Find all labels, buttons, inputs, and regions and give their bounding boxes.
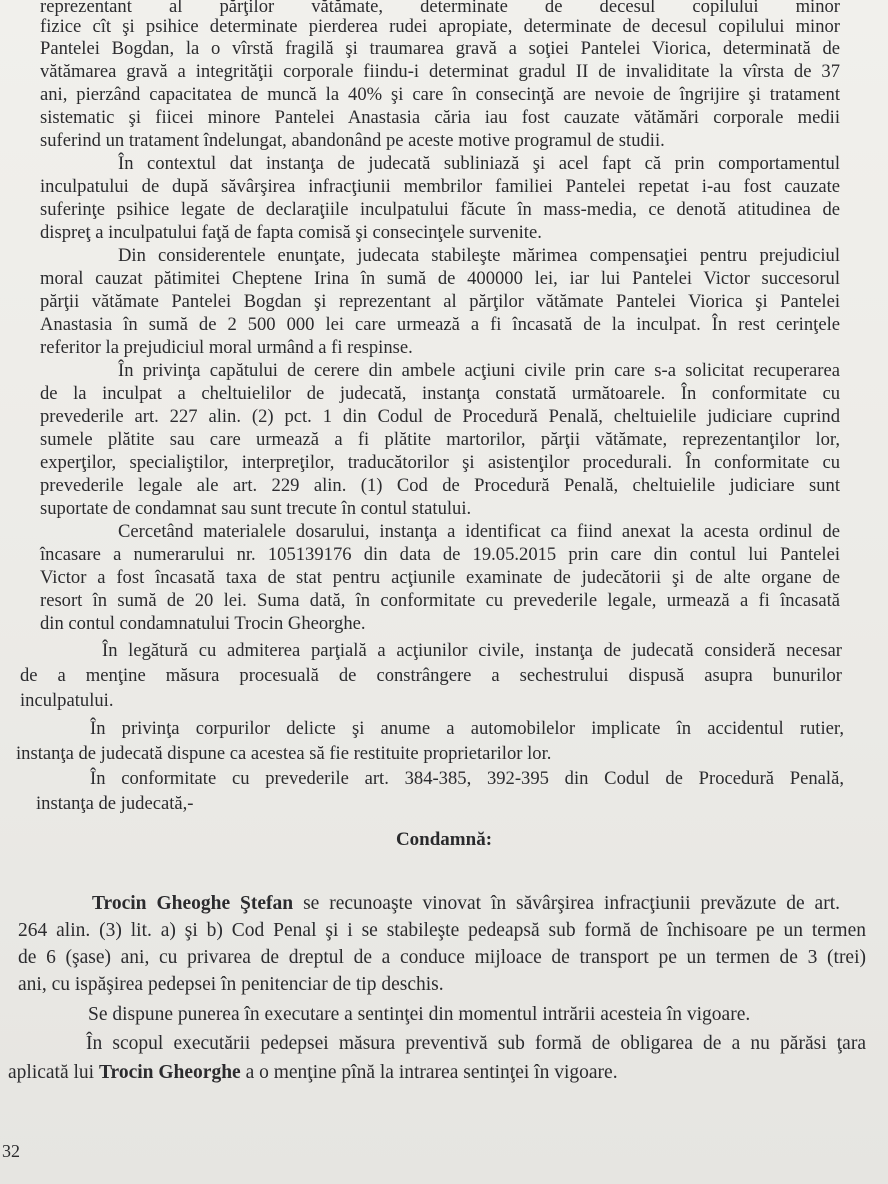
text-line: experţilor, specialiştilor, interpreţilor, traducătorilor şi asistenţilor procedurali. În conformitate cu — [40, 452, 840, 473]
text-line: fizice cît şi psihice determinate pierderea rudei apropiate, determinate de decesul copilului minor — [40, 16, 840, 37]
defendant-name: Trocin Gheoghe Ştefan — [92, 893, 294, 914]
page-number: 32 — [2, 1141, 20, 1161]
text-line: ani, pierzând capacitatea de muncă la 40% şi care în consecinţă are nevoie de îngrijire şi tratament — [40, 84, 840, 105]
verdict-heading: Condamnă: — [395, 829, 493, 850]
text-line: vătămarea gravă a integrităţii corporale fiindu-i determinat gradul II de invaliditate la vîrsta de 37 — [40, 61, 840, 82]
defendant-name: Trocin Gheorghe — [98, 1062, 241, 1083]
verdict-text: se recunoaşte vinovat în săvârşirea infracţiunii prevăzute de art. — [293, 893, 840, 914]
text-line: În legătură cu admiterea parţială a acţiunilor civile, instanţa de judecată consideră necesar — [102, 640, 842, 661]
text-line: Cercetând materialele dosarului, instanţa a identificat ca fiind anexat la acesta ordinul de — [118, 521, 840, 542]
text-line: Victor a fost încasată taxa de stat pentru acţiunile examinate de judecătorii şi de alte organe de — [40, 567, 840, 588]
text-line: sistematic şi fiicei minore Pantelei Anastasia căria iau fost cauzate vătămări corporale medii — [40, 107, 840, 128]
text-line: de la inculpat a cheltuielilor de judecată, instanţa constată următoarele. În conformitate cu — [40, 383, 840, 404]
text-line: sumele plătite sau care urmează a fi plătite martorilor, părţii vătămate, reprezentanţilor lor, — [40, 429, 840, 450]
verdict-line — [18, 947, 866, 969]
verdict-text: Se dispune punerea în executare a sentinţei din momentul intrării acesteia în vigoare. — [88, 1004, 751, 1025]
text-line: În contextul dat instanţa de judecată subliniază şi acel fapt că prin comportamentul — [118, 153, 840, 174]
verdict-line — [86, 1033, 866, 1055]
text-line: Pantelei Bogdan, la o vîrstă fragilă şi traumarea gravă a soţiei Pantelei Viorica, determinată de — [40, 38, 840, 59]
text-line: dispreţ a inculpatului faţă de fapta comisă şi consecinţele survenite. — [40, 222, 542, 243]
text-line: de a menţine măsura procesuală de constrângere a sechestrului dispusă asupra bunurilor — [20, 665, 842, 686]
text-line: resort în sumă de 20 lei. Suma dată, în conformitate cu prevederile legale, urmează a fi încasată — [40, 590, 840, 611]
text-line: părţii vătămate Pantelei Bogdan şi reprezentant al părţilor vătămate Pantelei Viorica şi Pantelei — [40, 291, 840, 312]
text-line: În privinţa capătului de cerere din ambele acţiuni civile prin care s-a solicitat recuperarea — [118, 360, 840, 381]
verdict-line — [92, 893, 840, 915]
text-line: Anastasia în sumă de 2 500 000 lei care urmează a fi încasată de la inculpat. În rest cerinţele — [40, 314, 840, 335]
text-line: instanţa de judecată dispune ca acestea să fie restituite proprietarilor lor. — [16, 743, 552, 764]
text-line: încasare a numerarului nr. 105139176 din data de 19.05.2015 prin care din contul lui Pantelei — [40, 544, 840, 565]
final-line-post: a o menţine pînă la intrarea sentinţei în vigoare. — [240, 1062, 618, 1083]
text-line: referitor la prejudiciul moral urmând a fi respinse. — [40, 337, 413, 358]
text-line: Din considerentele enunţate, judecata stabileşte mărimea compensaţiei pentru prejudiciul — [118, 245, 840, 266]
text-line: prevederile legale ale art. 229 alin. (1) Cod de Procedură Penală, cheltuielile judiciare sunt — [40, 475, 840, 496]
text-line: reprezentant al părţilor vătămate, determinate de decesul copilului minor — [40, 0, 840, 17]
text-line: inculpatului. — [20, 690, 114, 711]
verdict-line — [88, 1004, 750, 1026]
text-line: inculpatului de după săvârşirea infracţiunii membrilor familiei Pantelei repetat i-au fost cauzate — [40, 176, 840, 197]
text-line: În privinţa corpurilor delicte şi anume a automobilelor implicate în accidentul rutier, — [90, 718, 844, 739]
text-line: prevederile art. 227 alin. (2) pct. 1 din Codul de Procedură Penală, cheltuielile judiciare cuprind — [40, 406, 840, 427]
verdict-text: 264 alin. (3) lit. a) şi b) Cod Penal şi i se stabileşte pedeapsă sub formă de închisoare pe un termen — [18, 920, 866, 941]
text-line: suferinţe psihice legate de declaraţiile inculpatului făcute în mass-media, ce denotă atitudinea de — [40, 199, 840, 220]
verdict-line — [18, 920, 866, 942]
final-line — [8, 1062, 618, 1084]
text-line: suportate de condamnat sau sunt trecute în contul statului. — [40, 498, 472, 519]
verdict-line — [18, 974, 444, 996]
text-line: În conformitate cu prevederile art. 384-385, 392-395 din Codul de Procedură Penală, — [90, 768, 844, 789]
text-line: instanţa de judecată,- — [36, 793, 194, 814]
text-line: suferind un tratament îndelungat, abandonând pe aceste motive programul de studii. — [40, 130, 665, 151]
text-line: moral cauzat pătimitei Cheptene Irina în sumă de 400000 lei, iar lui Pantelei Victor succesorul — [40, 268, 840, 289]
verdict-text: ani, cu ispăşirea pedepsei în penitenciar de tip deschis. — [18, 974, 444, 995]
text-line: din contul condamnatului Trocin Gheorghe. — [40, 613, 366, 634]
final-line-pre: aplicată lui — [8, 1062, 99, 1083]
verdict-text: În scopul executării pedepsei măsura preventivă sub formă de obligarea de a nu părăsi ţara — [86, 1033, 866, 1054]
verdict-text: de 6 (şase) ani, cu privarea de dreptul de a conduce mijloace de transport pe un termen de 3 (trei) — [18, 947, 866, 968]
